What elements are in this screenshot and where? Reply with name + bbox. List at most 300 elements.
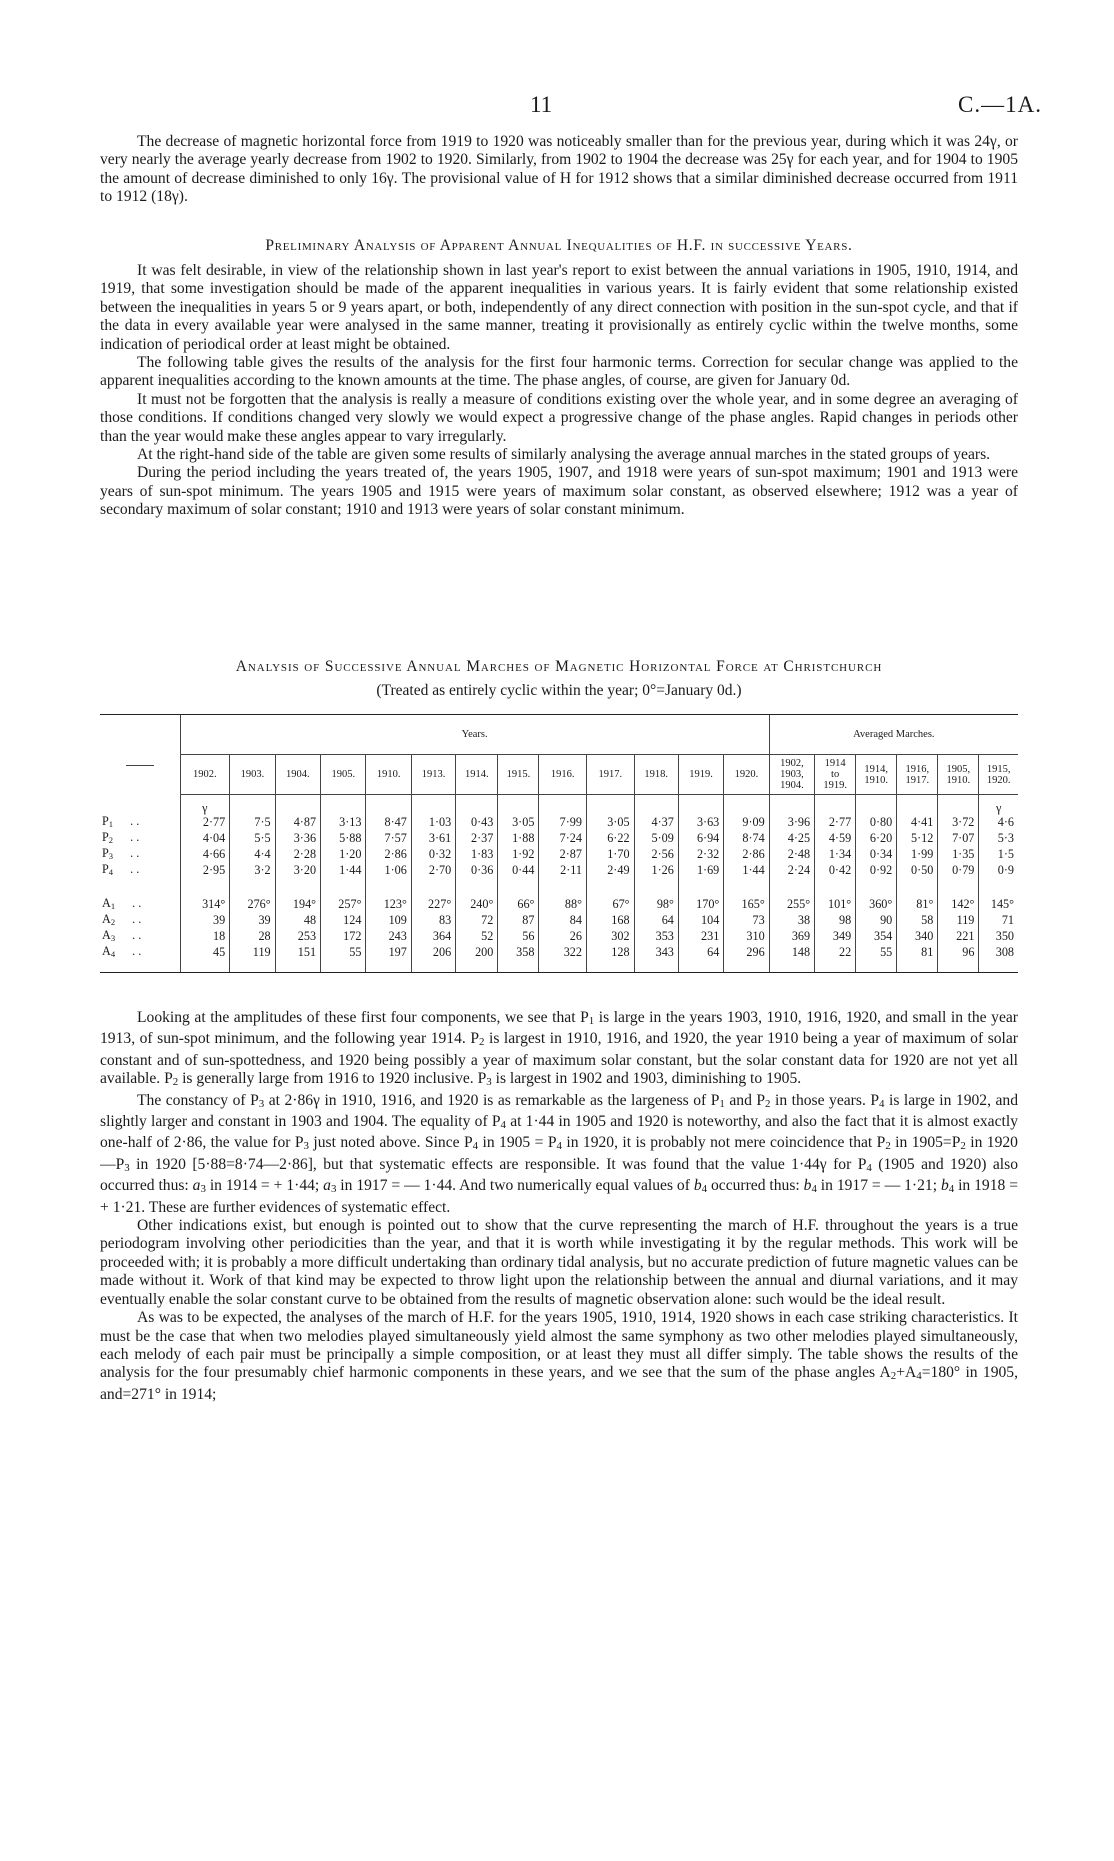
table-cell: 165° bbox=[724, 897, 769, 913]
averaged-column-header-line: 1915, bbox=[986, 763, 1011, 775]
table-cell: 72 bbox=[456, 913, 498, 929]
year-column-header: 1903. bbox=[230, 755, 275, 795]
discussion-paragraph: The constancy of $P_3$ at 2·86γ in 1910, 1916, and 1920 is as remarkable as the largeness of $P_1$ and $P_2$ in those years. $P_4$ is large in 1902, and slightly larger and constant in 1903 and 1904. The equality of $P_4$ at 1·44 in 1905 and 1920 is noteworthy, and also the fact that it is almost exactly one-half of 2·86, the value for $P_3$ just noted above. Since $P_4$ in $1905 = P_4$ in 1920, it is probably not mere coincidence that $P_2$ in $1905=P_2$ in $1920—P_3$ in 1920 [5·88=8·74—2·86], but that systematic effects are responsible. It was found that the value 1·44γ for $P_4$ (1905 and 1920) also occurred thus: $a_3$ in 1914 = + 1·44; $a_3$ in 1917 = — 1·44. And two numerically equal values of $b_4$ occurred thus: $b_4$ in 1917 = — 1·21; $b_4$ in 1918 = + 1·21. These are further evidences of systematic effect. bbox=[100, 1091, 1018, 1216]
table-cell: 3·96 bbox=[769, 815, 814, 831]
bottom-rule-cell bbox=[321, 961, 366, 973]
row-label: $P_3$ bbox=[102, 845, 114, 861]
table-cell: 98° bbox=[634, 897, 678, 913]
table-cell: 4·25 bbox=[769, 831, 814, 847]
table-column-header-row bbox=[100, 755, 1018, 795]
unit-cell bbox=[539, 795, 587, 815]
table-row bbox=[100, 945, 1018, 961]
table-cell: 124 bbox=[321, 913, 366, 929]
table-cell: 3·72 bbox=[938, 815, 979, 831]
table-cell: 0·36 bbox=[456, 863, 498, 879]
spacer-cell bbox=[230, 879, 275, 897]
unit-cell bbox=[678, 795, 723, 815]
table-cell: 39 bbox=[180, 913, 230, 929]
table-cell: 2·86 bbox=[366, 847, 411, 863]
row-label-cell bbox=[100, 929, 180, 945]
unit-cell bbox=[586, 795, 634, 815]
table-cell: 5·5 bbox=[230, 831, 275, 847]
averaged-column-header bbox=[856, 755, 897, 795]
table-cell: 7·24 bbox=[539, 831, 587, 847]
row-label-cell bbox=[100, 831, 180, 847]
table-cell: 360° bbox=[856, 897, 897, 913]
table-cell: 3·05 bbox=[586, 815, 634, 831]
spacer-cell bbox=[938, 879, 979, 897]
table-cell: 0·92 bbox=[856, 863, 897, 879]
year-column-header: 1914. bbox=[456, 755, 498, 795]
row-label-leader: . . bbox=[127, 813, 140, 828]
table-cell: 5·09 bbox=[634, 831, 678, 847]
table-cell: 170° bbox=[678, 897, 723, 913]
table-cell: 83 bbox=[411, 913, 455, 929]
unit-cell bbox=[366, 795, 411, 815]
table-cell: 255° bbox=[769, 897, 814, 913]
spacer-cell bbox=[498, 879, 539, 897]
table-cell: 3·2 bbox=[230, 863, 275, 879]
table-cell: 4·04 bbox=[180, 831, 230, 847]
section-paragraph: It must not be forgotten that the analysis is really a measure of conditions existing over the whole year, and in some degree an averaging of those conditions. If conditions changed very slowly we would expect a progressive change of the phase angles. Rapid changes in periods other than the year would make these angles appear to vary irregularly. bbox=[100, 390, 1018, 445]
bottom-rule-cell bbox=[275, 961, 320, 973]
table-cell: 8·74 bbox=[724, 831, 769, 847]
table-cell: 6·22 bbox=[586, 831, 634, 847]
averaged-column-header bbox=[769, 755, 814, 795]
table-cell: 2·37 bbox=[456, 831, 498, 847]
table-cell: 52 bbox=[456, 929, 498, 945]
row-label-cell bbox=[100, 913, 180, 929]
table-title: Analysis of Successive Annual Marches of Magnetic Horizontal Force at Christchurch bbox=[235, 658, 883, 675]
table-cell: 1·03 bbox=[411, 815, 455, 831]
table-cell: 1·83 bbox=[456, 847, 498, 863]
row-label: $P_1$ bbox=[102, 813, 114, 829]
section-title: Preliminary Analysis of Apparent Annual Inequalities of H.F. in successive Years. bbox=[265, 237, 853, 254]
bottom-rule-cell bbox=[815, 961, 856, 973]
table-cell: 1·20 bbox=[321, 847, 366, 863]
table-cell: 28 bbox=[230, 929, 275, 945]
table-group-header-row bbox=[100, 715, 1018, 755]
row-label-leader: . . bbox=[127, 829, 140, 844]
table-cell: 172 bbox=[321, 929, 366, 945]
unit-cell: γ bbox=[180, 795, 230, 815]
unit-cell bbox=[100, 795, 180, 815]
table-cell: 5·12 bbox=[897, 831, 938, 847]
table-cell: 314° bbox=[180, 897, 230, 913]
table-cell: 200 bbox=[456, 945, 498, 961]
bottom-rule-cell bbox=[897, 961, 938, 973]
bottom-rule-cell bbox=[539, 961, 587, 973]
table-cell: 98 bbox=[815, 913, 856, 929]
table-row bbox=[100, 897, 1018, 913]
table-cell: 38 bbox=[769, 913, 814, 929]
spacer-cell bbox=[634, 879, 678, 897]
row-label-cell bbox=[100, 897, 180, 913]
table-cell: 71 bbox=[979, 913, 1018, 929]
year-column-header: 1916. bbox=[539, 755, 587, 795]
table-cell: 7·5 bbox=[230, 815, 275, 831]
table-cell: 343 bbox=[634, 945, 678, 961]
table-cell: 0·32 bbox=[411, 847, 455, 863]
table-cell: 2·48 bbox=[769, 847, 814, 863]
table-cell: 7·57 bbox=[366, 831, 411, 847]
table-cell: 90 bbox=[856, 913, 897, 929]
table-cell: 1·88 bbox=[498, 831, 539, 847]
table-cell: 55 bbox=[321, 945, 366, 961]
intro-paragraph: The decrease of magnetic horizontal force from 1919 to 1920 was noticeably smaller than for the previous year, during which it was 24γ, or very nearly the average yearly decrease from 1902 to 1920. Similarly, from 1902 to 1904 the decrease was 25γ for each year, and for 1904 to 1905 the amount of decrease diminished to only 16γ. The provisional value of H for 1912 shows that a similar diminished decrease occurred from 1911 to 1912 (18γ). bbox=[100, 133, 1018, 206]
spacer-cell bbox=[275, 879, 320, 897]
row-label: $P_4$ bbox=[102, 861, 114, 877]
table-row bbox=[100, 929, 1018, 945]
table-cell: 1·06 bbox=[366, 863, 411, 879]
table-cell: 1·99 bbox=[897, 847, 938, 863]
unit-row bbox=[100, 795, 1018, 815]
table-cell: 4·66 bbox=[180, 847, 230, 863]
table-cell: 0·34 bbox=[856, 847, 897, 863]
bottom-rule-cell bbox=[678, 961, 723, 973]
table-cell: 58 bbox=[897, 913, 938, 929]
table-cell: 2·32 bbox=[678, 847, 723, 863]
averaged-column-header-line: 1916, bbox=[905, 763, 930, 775]
table-row bbox=[100, 847, 1018, 863]
bottom-rule-cell bbox=[856, 961, 897, 973]
averaged-column-header-line: 1902, bbox=[780, 758, 804, 769]
spacer-cell bbox=[678, 879, 723, 897]
table-cell: 81 bbox=[897, 945, 938, 961]
row-label: $A_2$ bbox=[102, 911, 116, 927]
table-cell: 243 bbox=[366, 929, 411, 945]
table-cell: 1·69 bbox=[678, 863, 723, 879]
unit-cell bbox=[769, 795, 814, 815]
averaged-column-header-line: 1914, bbox=[864, 763, 889, 775]
unit-cell bbox=[411, 795, 455, 815]
table-cell: 3·20 bbox=[275, 863, 320, 879]
row-label: $A_3$ bbox=[102, 927, 116, 943]
averaged-column-header-line: 1919. bbox=[823, 780, 847, 791]
table-cell: 88° bbox=[539, 897, 587, 913]
discussion-paragraph: Looking at the amplitudes of these first four components, we see that $P_1$ is large in the years 1903, 1910, 1916, 1920, and small in the year 1913, of sun-spot minimum, and the following year 1914. $P_2$ is largest in 1910, 1916, and 1920, the year 1910 being a year of maximum of solar constant and of sun-spottedness, and 1920 being possibly a year of maximum solar constant, but the solar constant data for 1920 are not yet all available. $P_2$ is generally large from 1916 to 1920 inclusive. $P_3$ is largest in 1902 and 1903, diminishing to 1905. bbox=[100, 1009, 1018, 1089]
table-cell: 2·77 bbox=[815, 815, 856, 831]
unit-cell bbox=[856, 795, 897, 815]
spacer-cell bbox=[456, 879, 498, 897]
unit-cell bbox=[938, 795, 979, 815]
table-cell: 4·41 bbox=[897, 815, 938, 831]
row-label-leader: . . bbox=[127, 861, 140, 876]
table-cell: 322 bbox=[539, 945, 587, 961]
row-label-cell bbox=[100, 847, 180, 863]
table-cell: 253 bbox=[275, 929, 320, 945]
table-cell: 3·63 bbox=[678, 815, 723, 831]
table-cell: 0·43 bbox=[456, 815, 498, 831]
years-group-header: Years. bbox=[180, 715, 769, 755]
table-cell: 64 bbox=[678, 945, 723, 961]
table-cell: 26 bbox=[539, 929, 587, 945]
table-cell: 56 bbox=[498, 929, 539, 945]
table-cell: 369 bbox=[769, 929, 814, 945]
averaged-column-header bbox=[815, 755, 856, 795]
bottom-rule-cell bbox=[411, 961, 455, 973]
bottom-rule-cell bbox=[769, 961, 814, 973]
unit-cell: γ bbox=[979, 795, 1018, 815]
bottom-rule-cell bbox=[366, 961, 411, 973]
table-cell: 64 bbox=[634, 913, 678, 929]
document-reference: C.—1A. bbox=[958, 92, 1042, 117]
table-cell: 240° bbox=[456, 897, 498, 913]
averaged-column-header-line: to bbox=[831, 769, 840, 780]
table-cell: 48 bbox=[275, 913, 320, 929]
spacer-cell bbox=[724, 879, 769, 897]
row-label-leader: . . bbox=[129, 927, 142, 942]
table-cell: 9·09 bbox=[724, 815, 769, 831]
table-cell: 7·07 bbox=[938, 831, 979, 847]
table-cell: 148 bbox=[769, 945, 814, 961]
bottom-rule-cell bbox=[634, 961, 678, 973]
averaged-column-header-line: 1910. bbox=[864, 774, 889, 786]
table-cell: 221 bbox=[938, 929, 979, 945]
table-cell: 3·36 bbox=[275, 831, 320, 847]
row-label-leader: . . bbox=[129, 895, 142, 910]
table-cell: 45 bbox=[180, 945, 230, 961]
unit-cell bbox=[634, 795, 678, 815]
row-label: $A_1$ bbox=[102, 895, 116, 911]
spacer-cell bbox=[897, 879, 938, 897]
table-cell: 2·28 bbox=[275, 847, 320, 863]
row-label: $P_2$ bbox=[102, 829, 114, 845]
spacer-cell bbox=[411, 879, 455, 897]
year-column-header: 1902. bbox=[180, 755, 230, 795]
averaged-column-header bbox=[897, 755, 938, 795]
table-cell: 1·70 bbox=[586, 847, 634, 863]
row-label-leader: . . bbox=[129, 911, 142, 926]
table-cell: 0·80 bbox=[856, 815, 897, 831]
table-cell: 231 bbox=[678, 929, 723, 945]
spacer-cell bbox=[815, 879, 856, 897]
table-cell: 142° bbox=[938, 897, 979, 913]
bottom-rule-cell bbox=[230, 961, 275, 973]
year-column-header: 1904. bbox=[275, 755, 320, 795]
year-column-header: 1918. bbox=[634, 755, 678, 795]
table-cell: 2·11 bbox=[539, 863, 587, 879]
spacer-cell bbox=[769, 879, 814, 897]
table-cell: 84 bbox=[539, 913, 587, 929]
table-cell: 4·59 bbox=[815, 831, 856, 847]
table-cell: 227° bbox=[411, 897, 455, 913]
table-cell: 3·61 bbox=[411, 831, 455, 847]
unit-cell bbox=[815, 795, 856, 815]
table-bottom-rule-row bbox=[100, 961, 1018, 973]
row-label-cell bbox=[100, 945, 180, 961]
section-paragraph: The following table gives the results of the analysis for the first four harmonic terms. Correction for secular change was applied to the apparent inequalities according to the known amounts at the time. The phase angles, of course, are given for January 0d. bbox=[100, 354, 1018, 390]
harmonic-analysis-table bbox=[100, 714, 1018, 973]
table-cell: 128 bbox=[586, 945, 634, 961]
spacer-cell bbox=[856, 879, 897, 897]
averaged-column-header-line: 1905, bbox=[946, 763, 971, 775]
table-cell: 104 bbox=[678, 913, 723, 929]
table-row bbox=[100, 913, 1018, 929]
year-column-header: 1919. bbox=[678, 755, 723, 795]
table-cell: 96 bbox=[938, 945, 979, 961]
table-cell: 66° bbox=[498, 897, 539, 913]
row-label-leader: . . bbox=[127, 845, 140, 860]
table-cell: 5·3 bbox=[979, 831, 1018, 847]
unit-cell bbox=[456, 795, 498, 815]
page-header bbox=[0, 92, 1114, 122]
table-cell: 119 bbox=[938, 913, 979, 929]
table-cell: 87 bbox=[498, 913, 539, 929]
averaged-column-header-line: 1904. bbox=[780, 780, 804, 791]
table-cell: 2·77 bbox=[180, 815, 230, 831]
averaged-column-header bbox=[938, 755, 979, 795]
section-paragraph: At the right-hand side of the table are given some results of similarly analysing the average annual marches in the stated groups of years. bbox=[137, 446, 991, 464]
table-cell: 2·95 bbox=[180, 863, 230, 879]
table-cell: 276° bbox=[230, 897, 275, 913]
table-cell: 4·37 bbox=[634, 815, 678, 831]
table-cell: 3·05 bbox=[498, 815, 539, 831]
spacer-cell bbox=[321, 879, 366, 897]
year-column-header: 1913. bbox=[411, 755, 455, 795]
row-label: $A_4$ bbox=[102, 943, 116, 959]
averaged-column-header-line: 1917. bbox=[905, 774, 930, 786]
bottom-rule-cell bbox=[498, 961, 539, 973]
table-cell: 308 bbox=[979, 945, 1018, 961]
table-cell: 1·35 bbox=[938, 847, 979, 863]
averaged-column-header-line: 1910. bbox=[946, 774, 971, 786]
unit-cell bbox=[275, 795, 320, 815]
averaged-group-header: Averaged Marches. bbox=[769, 715, 1018, 755]
bottom-rule-cell bbox=[100, 961, 180, 973]
table-cell: 5·88 bbox=[321, 831, 366, 847]
row-label-cell bbox=[100, 815, 180, 831]
table-cell: 0·9 bbox=[979, 863, 1018, 879]
table-cell: 145° bbox=[979, 897, 1018, 913]
table-cell: 1·34 bbox=[815, 847, 856, 863]
section-paragraphs bbox=[100, 262, 1018, 520]
year-column-header: 1917. bbox=[586, 755, 634, 795]
unit-cell bbox=[897, 795, 938, 815]
spacer-cell bbox=[539, 879, 587, 897]
table-subtitle: (Treated as entirely cyclic within the year; 0°=January 0d.) bbox=[376, 682, 742, 699]
row-label-cell bbox=[100, 863, 180, 879]
table-cell: 67° bbox=[586, 897, 634, 913]
table-cell: 2·24 bbox=[769, 863, 814, 879]
averaged-column-header-line: 1914 bbox=[824, 758, 846, 769]
table-cell: 119 bbox=[230, 945, 275, 961]
table-cell: 151 bbox=[275, 945, 320, 961]
table-cell: 7·99 bbox=[539, 815, 587, 831]
section-paragraph: During the period including the years treated of, the years 1905, 1907, and 1918 were years of sun-spot maximum; 1901 and 1913 were years of sun-spot minimum. The years 1905 and 1915 were years of maximum solar constant, as observed elsewhere; 1912 was a year of secondary maximum of solar constant; 1910 and 1913 were years of solar constant minimum. bbox=[100, 464, 1018, 519]
table-cell: 349 bbox=[815, 929, 856, 945]
spacer-cell bbox=[180, 879, 230, 897]
table-cell: 0·50 bbox=[897, 863, 938, 879]
table-cell: 6·20 bbox=[856, 831, 897, 847]
table-cell: 257° bbox=[321, 897, 366, 913]
table-row bbox=[100, 831, 1018, 847]
table-cell: 18 bbox=[180, 929, 230, 945]
table-cell: 123° bbox=[366, 897, 411, 913]
table-cell: 73 bbox=[724, 913, 769, 929]
table-cell: 310 bbox=[724, 929, 769, 945]
year-column-header: 1920. bbox=[724, 755, 769, 795]
row-label-leader: . . bbox=[129, 943, 142, 958]
table-cell: 81° bbox=[897, 897, 938, 913]
table-cell: 109 bbox=[366, 913, 411, 929]
unit-cell bbox=[230, 795, 275, 815]
table-cell: 101° bbox=[815, 897, 856, 913]
intro-block bbox=[100, 133, 1018, 207]
table-cell: 364 bbox=[411, 929, 455, 945]
table-cell: 1·5 bbox=[979, 847, 1018, 863]
year-column-header: 1915. bbox=[498, 755, 539, 795]
unit-cell bbox=[321, 795, 366, 815]
unit-cell bbox=[724, 795, 769, 815]
table-cell: 39 bbox=[230, 913, 275, 929]
table-cell: 354 bbox=[856, 929, 897, 945]
group-spacer-row bbox=[100, 879, 1018, 897]
table-row bbox=[100, 815, 1018, 831]
table-cell: 1·44 bbox=[321, 863, 366, 879]
year-column-header: 1910. bbox=[366, 755, 411, 795]
table-cell: 6·94 bbox=[678, 831, 723, 847]
table-cell: 2·87 bbox=[539, 847, 587, 863]
table-cell: 340 bbox=[897, 929, 938, 945]
table-block bbox=[100, 658, 1018, 973]
table-cell: 2·49 bbox=[586, 863, 634, 879]
table-cell: 1·92 bbox=[498, 847, 539, 863]
table-cell: 296 bbox=[724, 945, 769, 961]
bottom-rule-cell bbox=[979, 961, 1018, 973]
year-column-header: 1905. bbox=[321, 755, 366, 795]
table-cell: 2·70 bbox=[411, 863, 455, 879]
discussion-paragraph: Other indications exist, but enough is pointed out to show that the curve representing the march of H.F. throughout the years is a true periodogram involving other periodicities than the year, and that it is worth while investigating it by the regular methods. This work will be proceeded with; it is probably a more difficult undertaking than ordinary tidal analysis, but no accurate prediction of future magnetic values can be made without it. Work of that kind may be expected to throw light upon the relationship between the annual and diurnal variations, and it may eventually enable the solar constant curve to be obtained from the results of magnetic observation alone: such would be the ideal result. bbox=[100, 1217, 1018, 1308]
averaged-column-header-line: 1903, bbox=[780, 769, 804, 780]
table-cell: 2·56 bbox=[634, 847, 678, 863]
table-cell: 353 bbox=[634, 929, 678, 945]
bottom-rule-cell bbox=[180, 961, 230, 973]
bottom-rule-cell bbox=[586, 961, 634, 973]
table-cell: 4·87 bbox=[275, 815, 320, 831]
table-cell: 1·26 bbox=[634, 863, 678, 879]
table-corner-cell bbox=[100, 715, 180, 795]
bottom-rule-cell bbox=[938, 961, 979, 973]
table-cell: 206 bbox=[411, 945, 455, 961]
table-cell: 4·4 bbox=[230, 847, 275, 863]
table-cell: 168 bbox=[586, 913, 634, 929]
page-number: 11 bbox=[530, 92, 553, 117]
spacer-cell bbox=[100, 879, 180, 897]
table-cell: 0·44 bbox=[498, 863, 539, 879]
table-cell: 2·86 bbox=[724, 847, 769, 863]
table-cell: 3·13 bbox=[321, 815, 366, 831]
spacer-cell bbox=[979, 879, 1018, 897]
spacer-cell bbox=[366, 879, 411, 897]
table-cell: 55 bbox=[856, 945, 897, 961]
table-cell: 358 bbox=[498, 945, 539, 961]
section-paragraph: It was felt desirable, in view of the relationship shown in last year's report to exist between the annual variations in 1905, 1910, 1914, and 1919, that some investigation should be made of the apparent inequalities in various years. It is fairly evident that some relationship existed between the inequalities in years 5 or 9 years apart, or both, independently of any direct connection with position in the sun-spot cycle, and that if the data in every available year were analysed in the same manner, treating it provisionally as entirely cyclic within the twelve months, some indication of periodical order at least might be obtained. bbox=[100, 262, 1018, 353]
averaged-column-header-line: 1920. bbox=[986, 774, 1011, 786]
table-cell: 22 bbox=[815, 945, 856, 961]
bottom-rule-cell bbox=[724, 961, 769, 973]
table-cell: 0·79 bbox=[938, 863, 979, 879]
table-cell: 194° bbox=[275, 897, 320, 913]
table-cell: 302 bbox=[586, 929, 634, 945]
table-cell: 197 bbox=[366, 945, 411, 961]
bottom-rule-cell bbox=[456, 961, 498, 973]
spacer-cell bbox=[586, 879, 634, 897]
discussion-paragraph: As was to be expected, the analyses of the march of H.F. for the years 1905, 1910, 1914, 1920 shows in each case striking characteristics. It must be the case that when two melodies played simultaneously yield almost the same symphony as two other melodies played simultaneously, each melody of each pair must be principally a simple composition, or at least they must all differ simply. The table shows the results of the analysis for the four presumably chief harmonic components in these years, and we see that the sum of the phase angles $A_2+A_4=180^\circ$ in 1905, and=271° in 1914; bbox=[100, 1309, 1018, 1403]
discussion-block bbox=[100, 1009, 1018, 1404]
table-cell: 350 bbox=[979, 929, 1018, 945]
averaged-column-header bbox=[979, 755, 1018, 795]
